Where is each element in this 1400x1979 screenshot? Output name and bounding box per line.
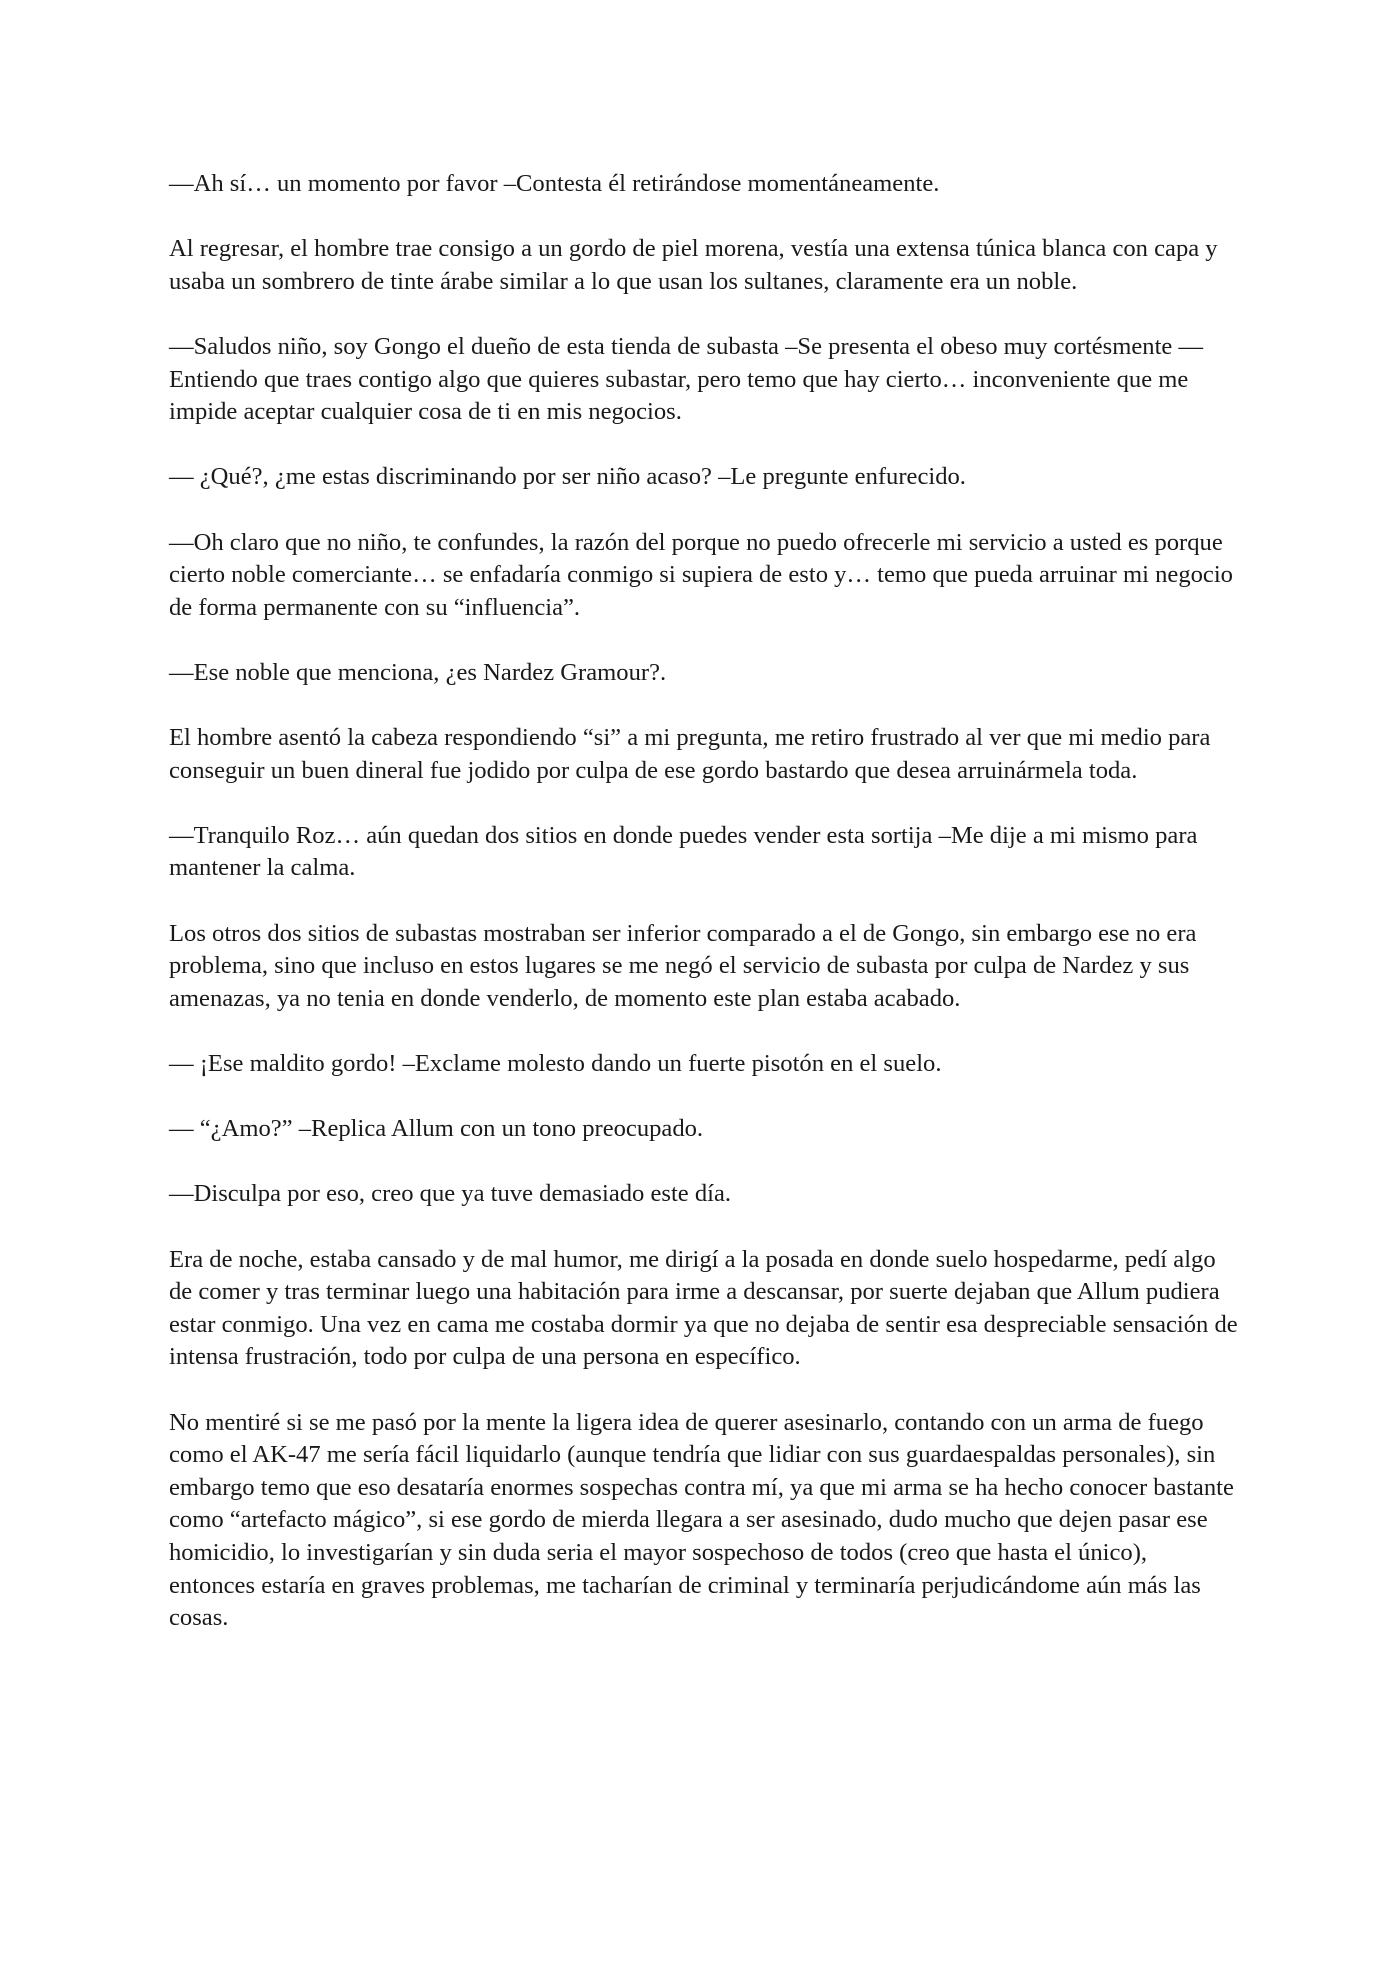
paragraph: — “¿Amo?” –Replica Allum con un tono preocupado. bbox=[169, 1115, 704, 1143]
paragraph: Era de noche, estaba cansado y de mal humor, me dirigí a la posada en donde suelo hospedarme, pedí algo de comer y tras terminar luego una habitación para irme a descansar, por suerte dejaban que Allum pudiera estar conmigo. Una vez en cama me costaba dormir ya que no dejaba de sentir esa despreciable sensación de intensa frustración, todo por culpa de una persona en específico. bbox=[169, 1245, 1238, 1371]
paragraph: —Disculpa por eso, creo que ya tuve demasiado este día. bbox=[169, 1180, 732, 1208]
paragraph: — ¿Qué?, ¿me estas discriminando por ser niño acaso? –Le pregunte enfurecido. bbox=[169, 463, 966, 491]
paragraph: —Ese noble que menciona, ¿es Nardez Gramour?. bbox=[169, 658, 667, 686]
paragraph: Los otros dos sitios de subastas mostraban ser inferior comparado a el de Gongo, sin embargo ese no era problema, sino que incluso en estos lugares se me negó el servicio de subasta por culpa de Nardez y sus amenazas, ya no tenia en donde venderlo, de momento este plan estaba acabado. bbox=[169, 919, 1197, 1012]
paragraph: El hombre asentó la cabeza respondiendo “si” a mi pregunta, me retiro frustrado al ver que mi medio para conseguir un buen dineral fue jodido por culpa de ese gordo bastardo que desea arruinármela toda. bbox=[169, 724, 1211, 784]
paragraph: —Ah sí… un momento por favor –Contesta él retirándose momentáneamente. bbox=[169, 170, 940, 197]
paragraph: —Tranquilo Roz… aún quedan dos sitios en donde puedes vender esta sortija –Me dije a mi mismo para mantener la calma. bbox=[169, 821, 1198, 882]
paragraph: Al regresar, el hombre trae consigo a un gordo de piel morena, vestía una extensa túnica blanca con capa y usaba un sombrero de tinte árabe similar a lo que usan los sultanes, claramente era un noble. bbox=[169, 235, 1218, 295]
document-body bbox=[169, 168, 1239, 1635]
paragraph: — ¡Ese maldito gordo! –Exclame molesto dando un fuerte pisotón en el suelo. bbox=[169, 1050, 942, 1078]
paragraph: —Saludos niño, soy Gongo el dueño de esta tienda de subasta –Se presenta el obeso muy cortésmente —Entiendo que traes contigo algo que quieres subastar, pero temo que hay cierto… inconveniente que me impide aceptar cualquier cosa de ti en mis negocios. bbox=[169, 332, 1204, 426]
paragraph: —Oh claro que no niño, te confundes, la razón del porque no puedo ofrecerle mi servicio a usted es porque cierto noble comerciante… se enfadaría conmigo si supiera de esto y… temo que pueda arruinar mi negocio de forma permanente con su “influencia”. bbox=[169, 528, 1233, 621]
paragraph: No mentiré si se me pasó por la mente la ligera idea de querer asesinarlo, contando con un arma de fuego como el AK-47 me sería fácil liquidarlo (aunque tendría que lidiar con sus guardaespaldas personales), sin embargo temo que eso desataría enormes sospechas contra mí, ya que mi arma se ha hecho conocer bastante como “artefacto mágico”, si ese gordo de mierda llegara a ser asesinado, dudo mucho que dejen pasar ese homicidio, lo investigarían y sin duda seria el mayor sospechoso de todos (creo que hasta el único), entonces estaría en graves problemas, me tacharían de criminal y terminaría perjudicándome aún más las cosas. bbox=[169, 1408, 1234, 1632]
